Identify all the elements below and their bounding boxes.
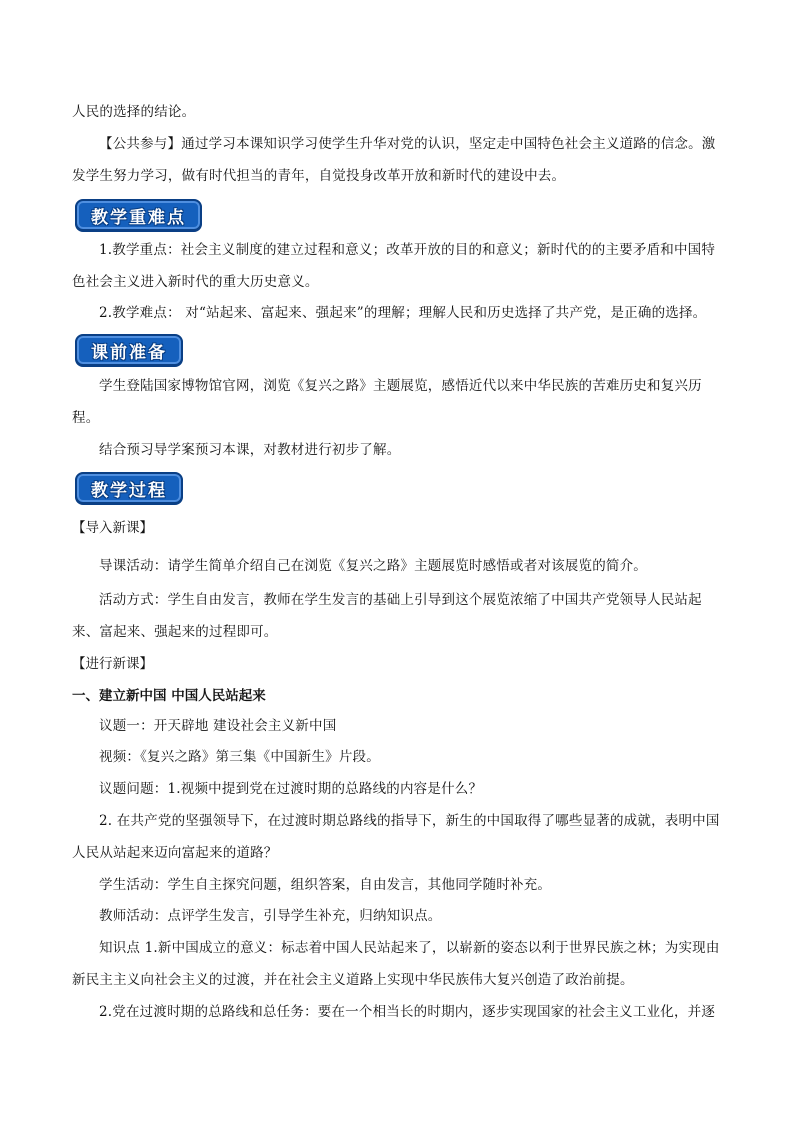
section-badge-prep [75, 334, 183, 366]
question2-paragraph: 2. 在共产党的坚强领导下，在过渡时期总路线的指导下，新生的中国取得了哪些显著的成就，表明中国人民从站起来迈向富起来的道路？ [72, 813, 720, 861]
student-activity-text: 学生活动：学生自主探究问题，组织答案，自由发言，其他同学随时补充。 [99, 877, 552, 893]
prep-paragraph-preview: 结合预习导学案预习本课，对教材进行初步了解。 [99, 442, 401, 458]
intro-activity-paragraph: 导课活动：请学生简单介绍自己在浏览《复兴之路》主题展览时感悟或者对该展览的简介。 [99, 558, 647, 574]
intro-conclusion-text: 人民的选择的结论。 [72, 104, 196, 120]
prep-paragraph-museum: 学生登陆国家博物馆官网，浏览《复兴之路》主题展览，感悟近代以来中华民族的苦难历史和复兴历程。 [72, 378, 702, 426]
difficult-points-paragraph: 2.教学难点： 对“站起来、富起来、强起来”的理解；理解人民和历史选择了共产党，是正确的选择。 [99, 305, 707, 321]
key-points-paragraph: 1.教学重点：社会主义制度的建立过程和意义；改革开放的目的和意义；新时代的的主要矛盾和中国特色社会主义进入新时代的重大历史意义。 [72, 242, 716, 290]
topic1-text: 议题一：开天辟地 建设社会主义新中国 [99, 718, 337, 734]
teacher-activity-text: 教师活动：点评学生发言，引导学生补充，归纳知识点。 [99, 908, 442, 924]
knowledge-point-1-paragraph: 知识点 1.新中国成立的意义：标志着中国人民站起来了，以崭新的姿态以利于世界民族之林；为实现由新民主主义向社会主义的过渡，并在社会主义道路上实现中华民族伟大复兴创造了政治前提。 [72, 940, 720, 988]
video-text: 视频：《复兴之路》第三集《中国新生》片段。 [99, 749, 380, 765]
section1-title: 一、建立新中国 中国人民站起来 [72, 688, 266, 704]
new-lesson-label: 【进行新课】 [72, 656, 153, 672]
knowledge-point-2-paragraph: 2.党在过渡时期的总路线和总任务：要在一个相当长的时期内，逐步实现国家的社会主义工业化，并逐 [99, 1004, 716, 1020]
question1-text: 议题问题：1.视频中提到党在过渡时期的总路线的内容是什么？ [99, 781, 483, 797]
civic-participation-paragraph: 【公共参与】通过学习本课知识学习使学生升华对党的认识，坚定走中国特色社会主义道路的信念。激发学生努力学习，做有时代担当的青年，自觉投身改革开放和新时代的建设中去。 [72, 136, 716, 184]
intro-method-paragraph: 活动方式：学生自由发言，教师在学生发言的基础上引导到这个展览浓缩了中国共产党领导人民站起来、富起来、强起来的过程即可。 [72, 592, 702, 640]
section-badge-label: 教学重难点 [91, 207, 186, 228]
intro-lesson-label: 【导入新课】 [72, 520, 153, 536]
section-badge-process [75, 472, 183, 504]
section-badge-label: 教学过程 [91, 480, 167, 501]
section-badge-key-points [75, 199, 202, 231]
section-badge-label: 课前准备 [91, 342, 167, 363]
